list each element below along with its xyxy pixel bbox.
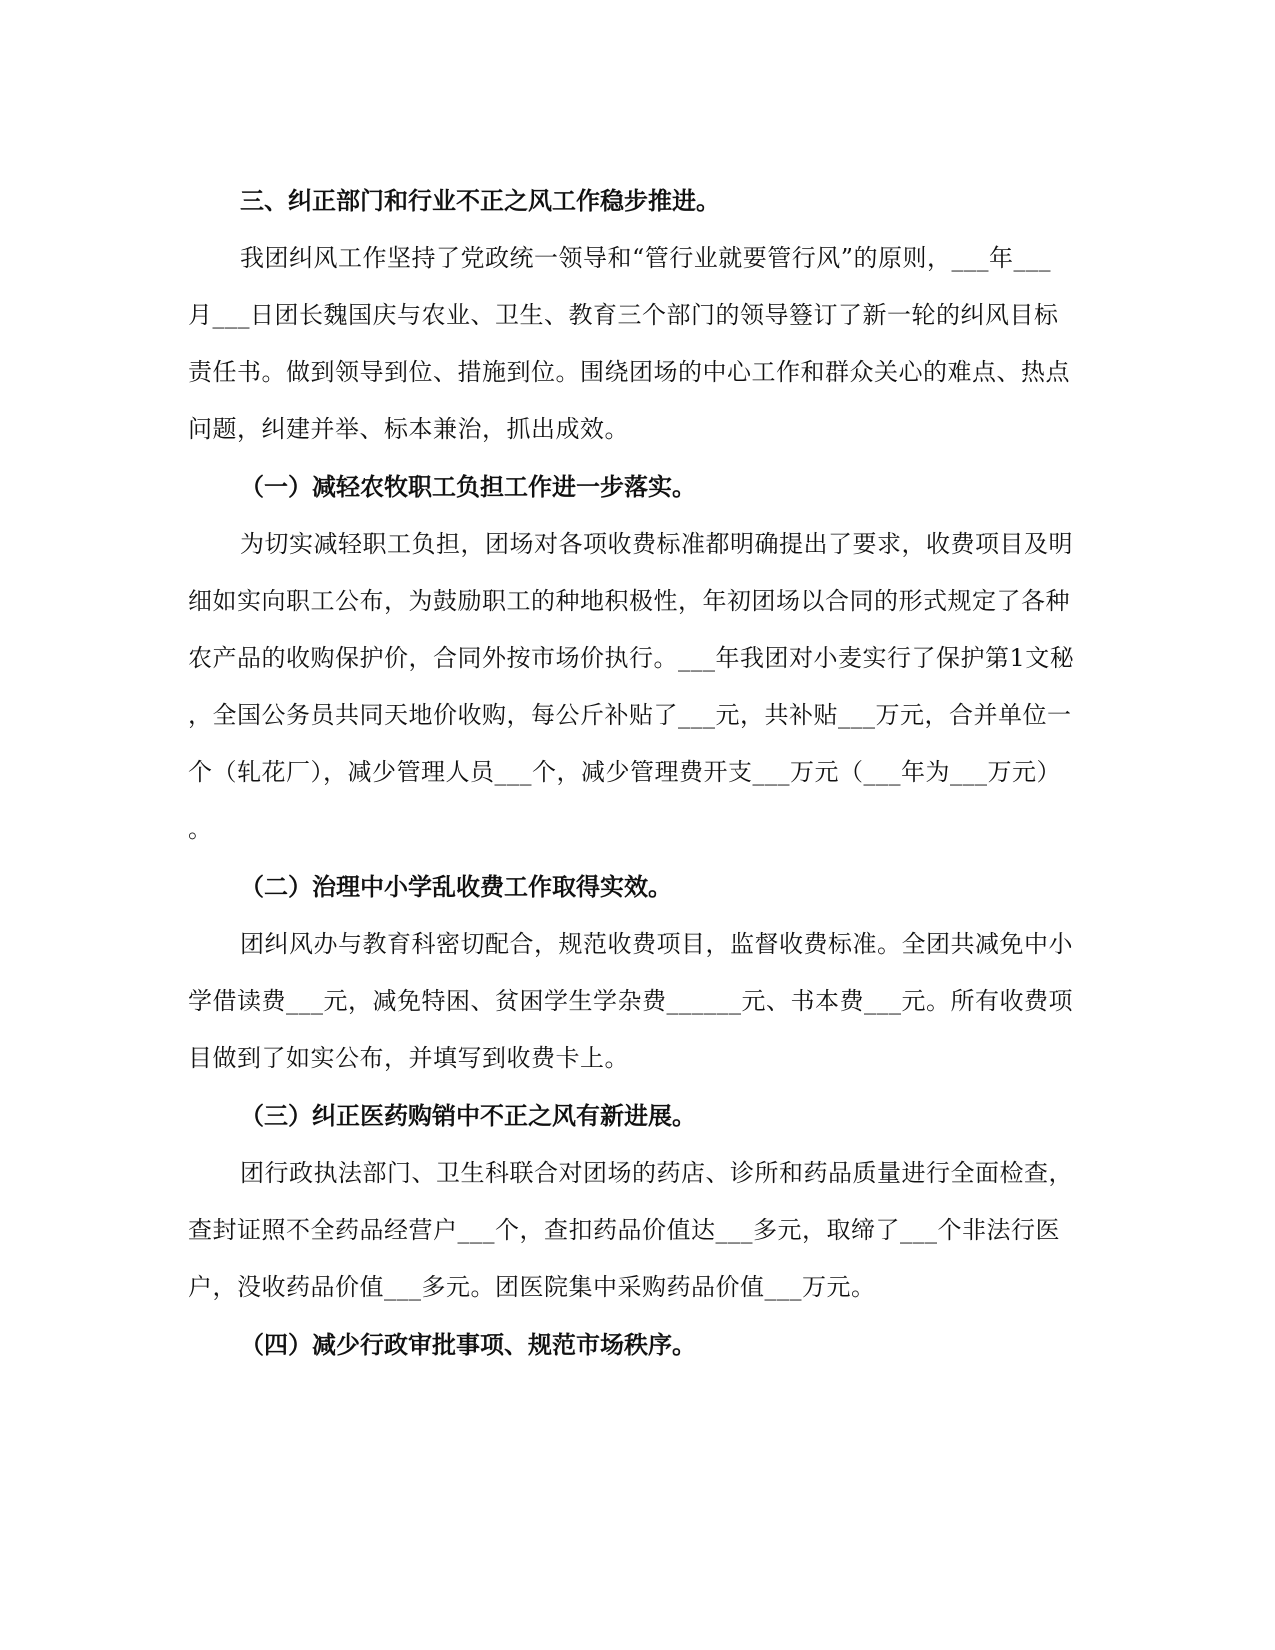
paragraph-line: 个（轧花厂），减少管理人员___个，减少管理费开支___万元（___年为___万元） [188,758,1061,786]
paragraph-line: 月___日团长魏国庆与农业、卫生、教育三个部门的领导簦订了新一轮的纠风目标 [188,301,1059,329]
paragraph-line: 为切实减轻职工负担，团场对各项收费标准都明确提出了要求，收费项目及明 [240,530,1073,558]
paragraph-line: 我团纠风工作坚持了党政统一领导和“管行业就要管行风”的原则，___年___ [240,244,1052,272]
paragraph-line: 细如实向职工公布，为鼓励职工的种地积极性，年初团场以合同的形式规定了各种 [188,587,1070,615]
paragraph-line: 团纠风办与教育科密切配合，规范收费项目，监督收费标准。全团共减免中小 [240,930,1073,958]
paragraph-line: 查封证照不全药品经营户___个，查扣药品价值达___多元，取缔了___个非法行医 [188,1216,1060,1244]
subsection-heading-2: （二）治理中小学乱收费工作取得实效。 [240,872,672,901]
subsection-heading-4: （四）减少行政审批事项、规范市场秩序。 [240,1330,696,1359]
paragraph-line: 责任书。做到领导到位、措施到位。围绕团场的中心工作和群众关心的难点、热点 [188,358,1070,386]
paragraph-line: 农产品的收购保护价，合同外按市场价执行。___年我团对小麦实行了保护第1文秘 [188,644,1075,672]
intro-paragraph [188,230,1088,458]
paragraph-line: ，全国公务员共同天地价收购，每公斤补贴了___元，共补贴___万元，合并单位一 [188,701,1072,729]
subsection-heading-3: （三）纠正医药购销中不正之风有新进展。 [240,1101,696,1130]
subsection-heading-1: （一）减轻农牧职工负担工作进一步落实。 [240,472,696,501]
paragraph-line: 学借读费___元，减免特困、贫困学生学杂费______元、书本费___元。所有收费项 [188,987,1073,1015]
paragraph-line: 问题，纠建并举、标本兼治，抓出成效。 [188,415,629,443]
subsection-2-paragraph [188,916,1088,1087]
paragraph-line: 目做到了如实公布，并填写到收费卡上。 [188,1044,629,1072]
paragraph-line: 户，没收药品价值___多元。团医院集中采购药品价值___万元。 [188,1273,876,1301]
paragraph-line: 团行政执法部门、卫生科联合对团场的药店、诊所和药品质量进行全面检查， [240,1159,1073,1187]
subsection-1-paragraph [188,516,1088,858]
section-heading: 三、纠正部门和行业不正之风工作稳步推进。 [240,186,720,215]
subsection-3-paragraph [188,1145,1088,1316]
document-body [188,172,1088,1374]
paragraph-line: 。 [188,815,213,843]
